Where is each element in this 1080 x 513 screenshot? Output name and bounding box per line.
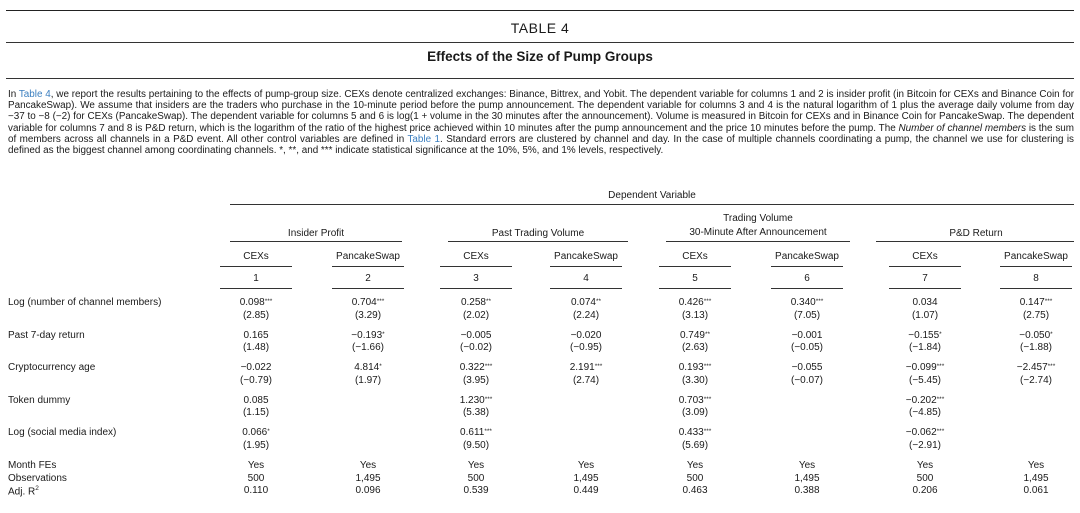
footer-row-label xyxy=(8,485,39,497)
coefficient: 0.193 xyxy=(678,362,704,373)
coefficient: −0.193 xyxy=(351,329,383,341)
t-statistic: (−1.66) xyxy=(352,342,384,353)
group-trading-volume: Trading Volume xyxy=(723,213,793,224)
coefficient: 0.074 xyxy=(570,297,596,308)
coefficient: 0.340 xyxy=(790,297,816,308)
table-cell xyxy=(640,297,750,322)
significance-stars: *** xyxy=(484,363,493,370)
t-statistic: (−5.45) xyxy=(909,374,941,386)
table-cell xyxy=(870,395,980,420)
column-exchange-label: PancakeSwap xyxy=(1004,251,1068,262)
table-cell xyxy=(421,427,531,452)
column-rule xyxy=(1000,266,1072,267)
coefficient: 4.814 xyxy=(354,362,380,373)
footer-cell: 1,495 xyxy=(573,472,599,484)
column-exchange-label: PancakeSwap xyxy=(554,251,618,262)
coefficient: 0.426 xyxy=(678,297,704,308)
t-statistic: (−0.95) xyxy=(570,342,602,353)
significance-stars: * xyxy=(267,428,270,435)
table-cell xyxy=(313,330,423,355)
coefficient: 1.230 xyxy=(459,394,485,406)
column-rule xyxy=(1000,288,1072,289)
column-exchange-label: PancakeSwap xyxy=(336,251,400,262)
table-cell xyxy=(870,427,980,452)
t-statistic: (2.24) xyxy=(572,309,600,321)
t-statistic: (2.63) xyxy=(681,342,709,353)
significance-stars: ** xyxy=(704,330,711,338)
t-statistic: (−4.85) xyxy=(909,407,941,418)
table-cell xyxy=(421,330,531,355)
t-statistic: (3.30) xyxy=(681,374,709,386)
group-rule-1 xyxy=(230,241,402,242)
footer-cell: 0.110 xyxy=(243,485,269,496)
significance-stars: ** xyxy=(595,298,602,305)
coefficient: 0.034 xyxy=(912,297,938,308)
table-cell xyxy=(313,362,423,387)
t-statistic: (−1.88) xyxy=(1020,342,1052,353)
coefficient: 0.098 xyxy=(239,297,265,308)
t-statistic: (1.07) xyxy=(911,309,939,321)
coefficient: 0.322 xyxy=(459,362,485,373)
significance-stars: *** xyxy=(376,298,385,305)
footer-cell: Yes xyxy=(467,460,485,471)
footer-label-text: Observations xyxy=(8,472,67,484)
t-statistic: (1.15) xyxy=(242,407,270,418)
significance-stars: * xyxy=(382,330,385,338)
t-statistic: (−2.74) xyxy=(1020,374,1052,386)
t-statistic: (−0.05) xyxy=(791,342,823,353)
table-title: Effects of the Size of Pump Groups xyxy=(427,49,653,64)
t-statistic: (2.75) xyxy=(1022,309,1050,321)
significance-stars: *** xyxy=(264,298,273,305)
coefficient: −0.202 xyxy=(905,394,937,406)
t-statistic: (−0.07) xyxy=(791,374,823,386)
column-rule xyxy=(889,266,961,267)
table-1-link[interactable]: Table 1 xyxy=(407,133,441,145)
coefficient: −0.155 xyxy=(908,329,940,341)
coefficient: −0.001 xyxy=(791,329,823,341)
coefficient: −0.099 xyxy=(905,362,937,373)
significance-stars: * xyxy=(1050,330,1053,338)
footer-cell: 1,495 xyxy=(1023,472,1049,484)
t-statistic: (2.85) xyxy=(242,309,270,321)
significance-stars: *** xyxy=(936,428,945,435)
table-cell xyxy=(640,362,750,387)
table-cell xyxy=(752,297,862,322)
footer-cell: Yes xyxy=(247,460,265,471)
t-statistic: (2.02) xyxy=(462,309,490,321)
significance-stars: * xyxy=(379,363,382,370)
coefficient: 0.611 xyxy=(460,427,485,438)
table-cell xyxy=(640,330,750,355)
significance-stars: *** xyxy=(815,298,824,305)
footer-cell: Yes xyxy=(359,460,377,471)
coefficient: 0.165 xyxy=(243,329,269,341)
column-number: 6 xyxy=(804,273,810,284)
table-cell xyxy=(640,427,750,452)
row-label: Cryptocurrency age xyxy=(8,362,96,373)
table-caption: In Table 4, we report the results pertaining to the effects of pump-group size. CEXs denote centralized exchanges: Binance, Bittrex, and Yobit. The dependent variable for columns 1 and 2 is insider profit (in Bitcoin for CEXs and Binance Coin for PancakeSwap). We assume that insiders are the traders who purchase in the 10-minute period before the pump announcement. The dependent variable for columns 3 and 4 is the natural logarithm of 1 plus the average daily volume from day −37 to −8 (−2) for CEXs (PancakeSwap). The dependent variable for columns 5 and 6 is log(1 + volume in the 30 minutes after the announcement). Volume is measured in Bitcoin for CEXs and in Binance Coin for PancakeSwap. The dependent variable for columns 7 and 8 is P&D return, which is the logarithm of the ratio of the highest price achieved within 10 minutes after the pump announcement and the price 10 minutes before the pump. The Number of channel members is the sum of members across all channels in a P&D event. All other control variables are defined in Table 1. Standard errors are clustered by channel and day. In the case of multiple channels coordinating a pump, the channel we use for clustering is defined as the biggest channel among coordinating channels. *, **, and *** indicate statistical significance at the 10%, 5%, and 1% levels, respectively. xyxy=(8,89,1074,157)
footer-cell: 500 xyxy=(467,472,485,484)
footer-cell: 0.206 xyxy=(912,485,938,496)
t-statistic: (−0.79) xyxy=(240,374,272,386)
footer-cell: 500 xyxy=(247,472,265,484)
table-4-link[interactable]: Table 4 xyxy=(18,89,51,100)
row-label: Log (social media index) xyxy=(8,427,117,438)
footer-cell: 0.539 xyxy=(463,485,489,496)
table-cell xyxy=(981,427,1080,440)
coefficient: 0.258 xyxy=(460,297,486,308)
table-cell xyxy=(752,427,862,440)
column-rule xyxy=(440,288,512,289)
footer-cell: 0.096 xyxy=(355,485,381,496)
table-cell xyxy=(531,297,641,322)
footer-label-text: Adj. R xyxy=(8,486,36,498)
footer-label-superscript: 2 xyxy=(35,485,39,492)
column-exchange-label: CEXs xyxy=(463,251,489,262)
footer-cell: 0.463 xyxy=(682,485,708,496)
column-exchange-label: CEXs xyxy=(243,251,269,262)
significance-stars: *** xyxy=(703,363,712,370)
t-statistic: (1.97) xyxy=(354,374,382,386)
footer-row-label xyxy=(8,473,67,484)
column-rule xyxy=(889,288,961,289)
column-rule xyxy=(659,266,731,267)
table-cell xyxy=(201,297,311,322)
footer-cell: 0.061 xyxy=(1023,485,1049,496)
table-cell xyxy=(313,297,423,322)
column-number: 4 xyxy=(583,273,589,284)
row-label: Past 7-day return xyxy=(8,329,85,341)
t-statistic: (3.95) xyxy=(462,374,490,386)
coefficient: 0.085 xyxy=(243,394,269,406)
column-rule xyxy=(220,266,292,267)
t-statistic: (3.09) xyxy=(681,407,709,418)
footer-cell: Yes xyxy=(916,460,934,471)
column-number: 5 xyxy=(692,273,698,284)
footer-cell: 1,495 xyxy=(794,472,820,484)
column-number: 2 xyxy=(365,273,371,284)
significance-stars: *** xyxy=(703,395,712,403)
caption-rule xyxy=(6,78,1074,79)
coefficient: 0.704 xyxy=(351,297,377,308)
group-rule-3 xyxy=(666,241,850,242)
column-exchange-label: CEXs xyxy=(682,251,708,262)
footer-cell: Yes xyxy=(1027,460,1045,471)
footer-label-text: Month FEs xyxy=(8,460,57,471)
column-rule xyxy=(550,266,622,267)
column-rule xyxy=(332,266,404,267)
significance-stars: * xyxy=(939,330,942,338)
t-statistic: (5.38) xyxy=(462,407,490,418)
t-statistic: (5.69) xyxy=(681,439,709,451)
t-statistic: (2.74) xyxy=(572,374,600,386)
significance-stars: *** xyxy=(1047,363,1056,370)
column-rule xyxy=(659,288,731,289)
coefficient: −0.055 xyxy=(791,362,823,373)
column-rule xyxy=(771,288,843,289)
column-exchange-label: CEXs xyxy=(912,251,938,262)
table-cell xyxy=(313,427,423,440)
footer-cell: 0.388 xyxy=(794,485,820,496)
title-rule xyxy=(6,42,1074,43)
table-cell xyxy=(201,330,311,355)
column-number: 3 xyxy=(473,273,479,284)
table-cell xyxy=(752,362,862,387)
table-cell xyxy=(313,395,423,408)
coefficient: −0.005 xyxy=(460,329,492,341)
t-statistic: (1.95) xyxy=(242,439,270,451)
coefficient: −0.050 xyxy=(1019,329,1051,341)
footer-cell: 1,495 xyxy=(355,472,381,484)
column-number: 1 xyxy=(253,273,259,284)
coefficient: 0.703 xyxy=(678,394,704,406)
column-number: 8 xyxy=(1033,273,1039,284)
table-label: TABLE 4 xyxy=(510,20,570,36)
group-pd-return: P&D Return xyxy=(949,228,1003,239)
dependent-variable-rule xyxy=(230,204,1074,205)
table-cell xyxy=(981,297,1080,322)
significance-stars: *** xyxy=(936,395,945,403)
footer-cell: Yes xyxy=(686,460,704,471)
column-rule xyxy=(332,288,404,289)
dependent-variable-header: Dependent Variable xyxy=(608,190,696,201)
coefficient: 0.749 xyxy=(679,329,705,341)
top-rule xyxy=(6,10,1074,11)
column-rule xyxy=(220,288,292,289)
table-cell xyxy=(752,330,862,355)
row-label: Log (number of channel members) xyxy=(8,297,162,308)
column-rule xyxy=(440,266,512,267)
table-cell xyxy=(752,395,862,408)
significance-stars: *** xyxy=(1044,298,1053,305)
coefficient: 0.066 xyxy=(242,427,268,438)
coefficient: 0.147 xyxy=(1019,297,1045,308)
group-rule-4 xyxy=(876,241,1074,242)
table-cell xyxy=(201,427,311,452)
table-cell xyxy=(870,330,980,355)
significance-stars: *** xyxy=(703,428,712,435)
t-statistic: (3.29) xyxy=(354,309,382,321)
footer-cell: Yes xyxy=(577,460,595,471)
coefficient: 0.433 xyxy=(678,427,704,438)
group-insider-profit: Insider Profit xyxy=(287,228,345,239)
footer-cell: 500 xyxy=(686,472,704,484)
group-rule-2 xyxy=(448,241,628,242)
footer-cell: 0.449 xyxy=(573,485,599,496)
table-cell xyxy=(421,297,531,322)
column-rule xyxy=(550,288,622,289)
significance-stars: *** xyxy=(703,298,712,305)
t-statistic: (3.13) xyxy=(681,309,709,321)
group-past-trading-volume: Past Trading Volume xyxy=(491,228,585,239)
column-number: 7 xyxy=(922,273,928,284)
t-statistic: (−1.84) xyxy=(909,342,941,353)
table-cell xyxy=(201,362,311,387)
significance-stars: *** xyxy=(484,428,492,435)
group-30-minute: 30-Minute After Announcement xyxy=(689,227,827,238)
column-exchange-label: PancakeSwap xyxy=(775,251,839,262)
table-cell xyxy=(870,362,980,387)
table-cell xyxy=(531,330,641,355)
table-cell xyxy=(421,395,531,420)
footer-row-label xyxy=(8,460,56,471)
table-cell xyxy=(531,395,641,408)
table-cell xyxy=(981,330,1080,355)
table-cell xyxy=(531,427,641,440)
coefficient: −2.457 xyxy=(1016,362,1048,373)
footer-cell: 500 xyxy=(916,472,934,484)
table-cell xyxy=(531,362,641,387)
t-statistic: (1.48) xyxy=(242,342,270,353)
t-statistic: (7.05) xyxy=(793,309,821,321)
t-statistic: (−0.02) xyxy=(460,342,492,353)
coefficient: 2.191 xyxy=(569,362,595,373)
coefficient: −0.022 xyxy=(240,362,272,373)
table-cell xyxy=(870,297,980,322)
coefficient: −0.062 xyxy=(905,427,937,438)
row-label: Token dummy xyxy=(8,394,71,406)
table-cell xyxy=(981,362,1080,387)
t-statistic: (−2.91) xyxy=(909,439,941,451)
footer-cell: Yes xyxy=(798,460,816,471)
table-cell xyxy=(201,395,311,420)
significance-stars: *** xyxy=(484,395,493,403)
coefficient: −0.020 xyxy=(570,329,602,341)
table-cell xyxy=(640,395,750,420)
column-rule xyxy=(771,266,843,267)
significance-stars: *** xyxy=(594,363,603,370)
significance-stars: ** xyxy=(485,298,492,305)
t-statistic: (9.50) xyxy=(462,439,490,451)
table-cell xyxy=(981,395,1080,408)
table-cell xyxy=(421,362,531,387)
significance-stars: *** xyxy=(936,363,945,370)
